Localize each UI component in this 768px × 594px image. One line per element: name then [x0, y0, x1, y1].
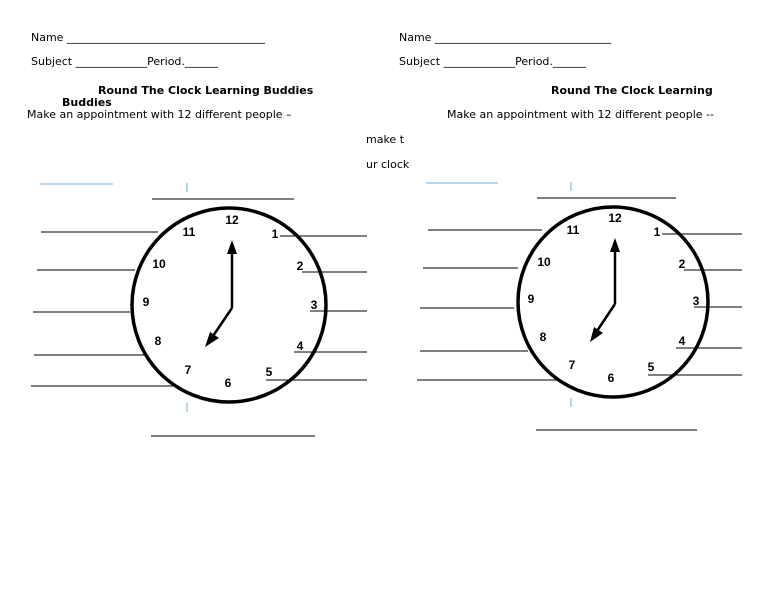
right-clock-number: 6	[607, 371, 615, 386]
left-hour-hand	[213, 308, 232, 336]
center-fragment-make: make t	[366, 133, 405, 146]
right-clock-diagram	[384, 0, 768, 594]
right-clock-number: 9	[527, 292, 535, 307]
right-clock-number: 12	[608, 211, 622, 226]
left-clock-number: 4	[296, 339, 304, 354]
right-title: Round The Clock Learning	[551, 84, 713, 97]
right-clock-number: 7	[568, 358, 576, 373]
left-clock-number: 11	[182, 225, 196, 240]
left-clock-number: 2	[296, 259, 304, 274]
right-clock-number: 1	[653, 225, 661, 240]
left-clock-number: 6	[224, 376, 232, 391]
left-instruction-text: Make an appointment with 12 different people –	[27, 108, 292, 121]
left-clock-face	[132, 208, 326, 402]
left-subject-field: Subject _____________Period.______	[31, 55, 218, 68]
left-title-wrap: Buddies	[62, 96, 112, 109]
right-name-field: Name ________________________________	[399, 31, 611, 44]
right-clock-number: 11	[566, 223, 580, 238]
right-minute-arrowhead	[610, 238, 620, 252]
right-clock-number: 3	[692, 294, 700, 309]
left-clock-number: 10	[152, 257, 166, 272]
right-clock-face	[518, 207, 708, 397]
right-clock-number: 8	[539, 330, 547, 345]
right-hour-hand	[597, 304, 615, 331]
left-clock-number: 8	[154, 334, 162, 349]
center-fragment-clock: ur clock	[366, 158, 410, 171]
right-clock-number: 10	[537, 255, 551, 270]
left-hour-arrowhead	[205, 332, 219, 347]
right-subject-field: Subject _____________Period.______	[399, 55, 586, 68]
right-clock-number: 2	[678, 257, 686, 272]
right-clock-number: 4	[678, 334, 686, 349]
right-hour-arrowhead	[590, 327, 603, 342]
right-clock-number: 5	[647, 360, 655, 375]
left-clock-number: 9	[142, 295, 150, 310]
left-clock-number: 12	[225, 213, 239, 228]
left-minute-arrowhead	[227, 240, 237, 254]
left-title: Round The Clock Learning Buddies	[98, 84, 314, 97]
left-name-field: Name ____________________________________	[31, 31, 265, 44]
left-clock-number: 7	[184, 363, 192, 378]
left-clock-number: 1	[271, 227, 279, 242]
right-instruction-text: Make an appointment with 12 different people --	[447, 108, 714, 121]
left-clock-number: 5	[265, 365, 273, 380]
left-clock-number: 3	[310, 298, 318, 313]
